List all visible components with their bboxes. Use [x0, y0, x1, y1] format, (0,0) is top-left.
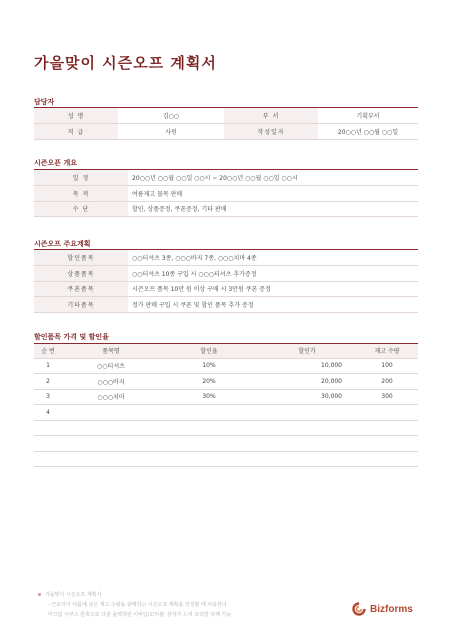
- overview-value: 할인, 상품증정, 쿠폰증정, 기타 판매: [128, 201, 418, 217]
- overview-section-title: 시즌오픈 개요: [34, 159, 78, 167]
- item-name: ○○티셔츠: [62, 358, 160, 374]
- overview-value: 20○○년 ○○월 ○○일 ○○시 ~ 20○○년 ○○월 ○○일 ○○시: [128, 170, 418, 186]
- table-row: [34, 374, 418, 390]
- item-price: 10,000: [258, 358, 356, 374]
- item-name: [62, 451, 160, 467]
- column-header: 순 번: [34, 344, 62, 358]
- item-number: 1: [34, 358, 62, 374]
- item-rate: [160, 420, 258, 436]
- table-row: [34, 451, 418, 467]
- footer-title: 가을맞이 시즌오프 계획서: [45, 592, 102, 598]
- manager-row: [34, 124, 418, 140]
- item-rate: [160, 405, 258, 421]
- item-stock: 300: [356, 389, 418, 405]
- manager-label: 직 급: [34, 124, 118, 140]
- manager-label: 부 서: [224, 108, 318, 124]
- discount-table: [34, 344, 418, 467]
- plan-label: 기타품목: [34, 297, 128, 313]
- plan-value: ○○티셔츠 10종 구입 시 ○○○티셔츠 추가증정: [128, 266, 418, 282]
- item-rate: 30%: [160, 389, 258, 405]
- item-name: ○○○바지: [62, 374, 160, 390]
- overview-label: 일 정: [34, 170, 128, 186]
- bizforms-logo: [352, 602, 413, 616]
- item-rate: [160, 436, 258, 452]
- item-number: 3: [34, 389, 62, 405]
- item-stock: [356, 405, 418, 421]
- manager-value: 김○○: [118, 108, 224, 124]
- discount-header-row: [34, 344, 418, 358]
- manager-section-title: 담당자: [34, 98, 55, 106]
- plan-row: [34, 266, 418, 282]
- manager-value: 20○○년 ○○월 ○○일: [318, 124, 418, 140]
- overview-row: [34, 186, 418, 202]
- item-rate: [160, 451, 258, 467]
- item-number: 4: [34, 405, 62, 421]
- column-header: 할인가: [258, 344, 356, 358]
- column-header: 할인율: [160, 344, 258, 358]
- item-price: [258, 451, 356, 467]
- table-row: [34, 389, 418, 405]
- footer-notes: [38, 590, 231, 620]
- item-stock: [356, 436, 418, 452]
- plan-row: [34, 297, 418, 313]
- overview-label: 목 적: [34, 186, 128, 202]
- plan-value: ○○티셔츠 3종, ○○○바지 7종, ○○○치마 4종: [128, 250, 418, 266]
- bullet-icon: [38, 593, 41, 596]
- item-number: [34, 436, 62, 452]
- plan-label: 할인품목: [34, 250, 128, 266]
- overview-table: [34, 170, 418, 217]
- plan-label: 상품품목: [34, 266, 128, 282]
- bizforms-logo-icon: [352, 602, 366, 616]
- manager-value: 사원: [118, 124, 224, 140]
- footer-line: - 근로자가 여름에 남은 재고 수량을 판매하는 시즌오프 계획을 작성할 때 사용한다.: [48, 602, 229, 608]
- item-price: 30,000: [258, 389, 356, 405]
- table-row: [34, 405, 418, 421]
- manager-label: 성 명: [34, 108, 118, 124]
- plan-value: 시즌오프 품목 10만 원 이상 구매 시 3만원 쿠폰 증정: [128, 281, 418, 297]
- item-stock: 100: [356, 358, 418, 374]
- discount-section-title: 할인품목 가격 및 할인율: [34, 333, 109, 341]
- item-rate: 10%: [160, 358, 258, 374]
- footer-line: [38, 590, 231, 600]
- item-number: 2: [34, 374, 62, 390]
- plan-section-title: 시즌오프 주요계획: [34, 240, 91, 248]
- column-header: 품목명: [62, 344, 160, 358]
- column-header: 재고 수량: [356, 344, 418, 358]
- item-price: [258, 420, 356, 436]
- brand-name: Bizforms: [370, 603, 413, 615]
- item-name: ○○○치마: [62, 389, 160, 405]
- item-rate: 20%: [160, 374, 258, 390]
- manager-label: 작성일자: [224, 124, 318, 140]
- plan-label: 쿠폰품목: [34, 281, 128, 297]
- item-name: [62, 420, 160, 436]
- item-price: [258, 436, 356, 452]
- item-number: [34, 451, 62, 467]
- table-row: [34, 436, 418, 452]
- manager-table: [34, 108, 418, 140]
- item-stock: [356, 420, 418, 436]
- manager-row: [34, 108, 418, 124]
- footer-line: 미끄럼 이쿠스 한쪽으로 다골 솔력하된 이비당/꼬리볼' 상자가 드며 조리방 삭해 가능: [48, 612, 232, 618]
- item-name: [62, 436, 160, 452]
- item-number: [34, 420, 62, 436]
- overview-label: 수 단: [34, 201, 128, 217]
- plan-row: [34, 250, 418, 266]
- item-name: [62, 405, 160, 421]
- document-title: 가을맞이 시즌오프 계획서: [34, 54, 217, 72]
- item-price: [258, 405, 356, 421]
- table-row: [34, 420, 418, 436]
- item-stock: 200: [356, 374, 418, 390]
- overview-row: [34, 170, 418, 186]
- plan-value: 정가 판매 구입 시 쿠폰 및 할인 품목 추가 증정: [128, 297, 418, 313]
- manager-value: 기획부서: [318, 108, 418, 124]
- item-stock: [356, 451, 418, 467]
- plan-table: [34, 250, 418, 313]
- overview-row: [34, 201, 418, 217]
- item-price: 20,000: [258, 374, 356, 390]
- table-row: [34, 358, 418, 374]
- overview-value: 여름재고 물목 판매: [128, 186, 418, 202]
- plan-row: [34, 281, 418, 297]
